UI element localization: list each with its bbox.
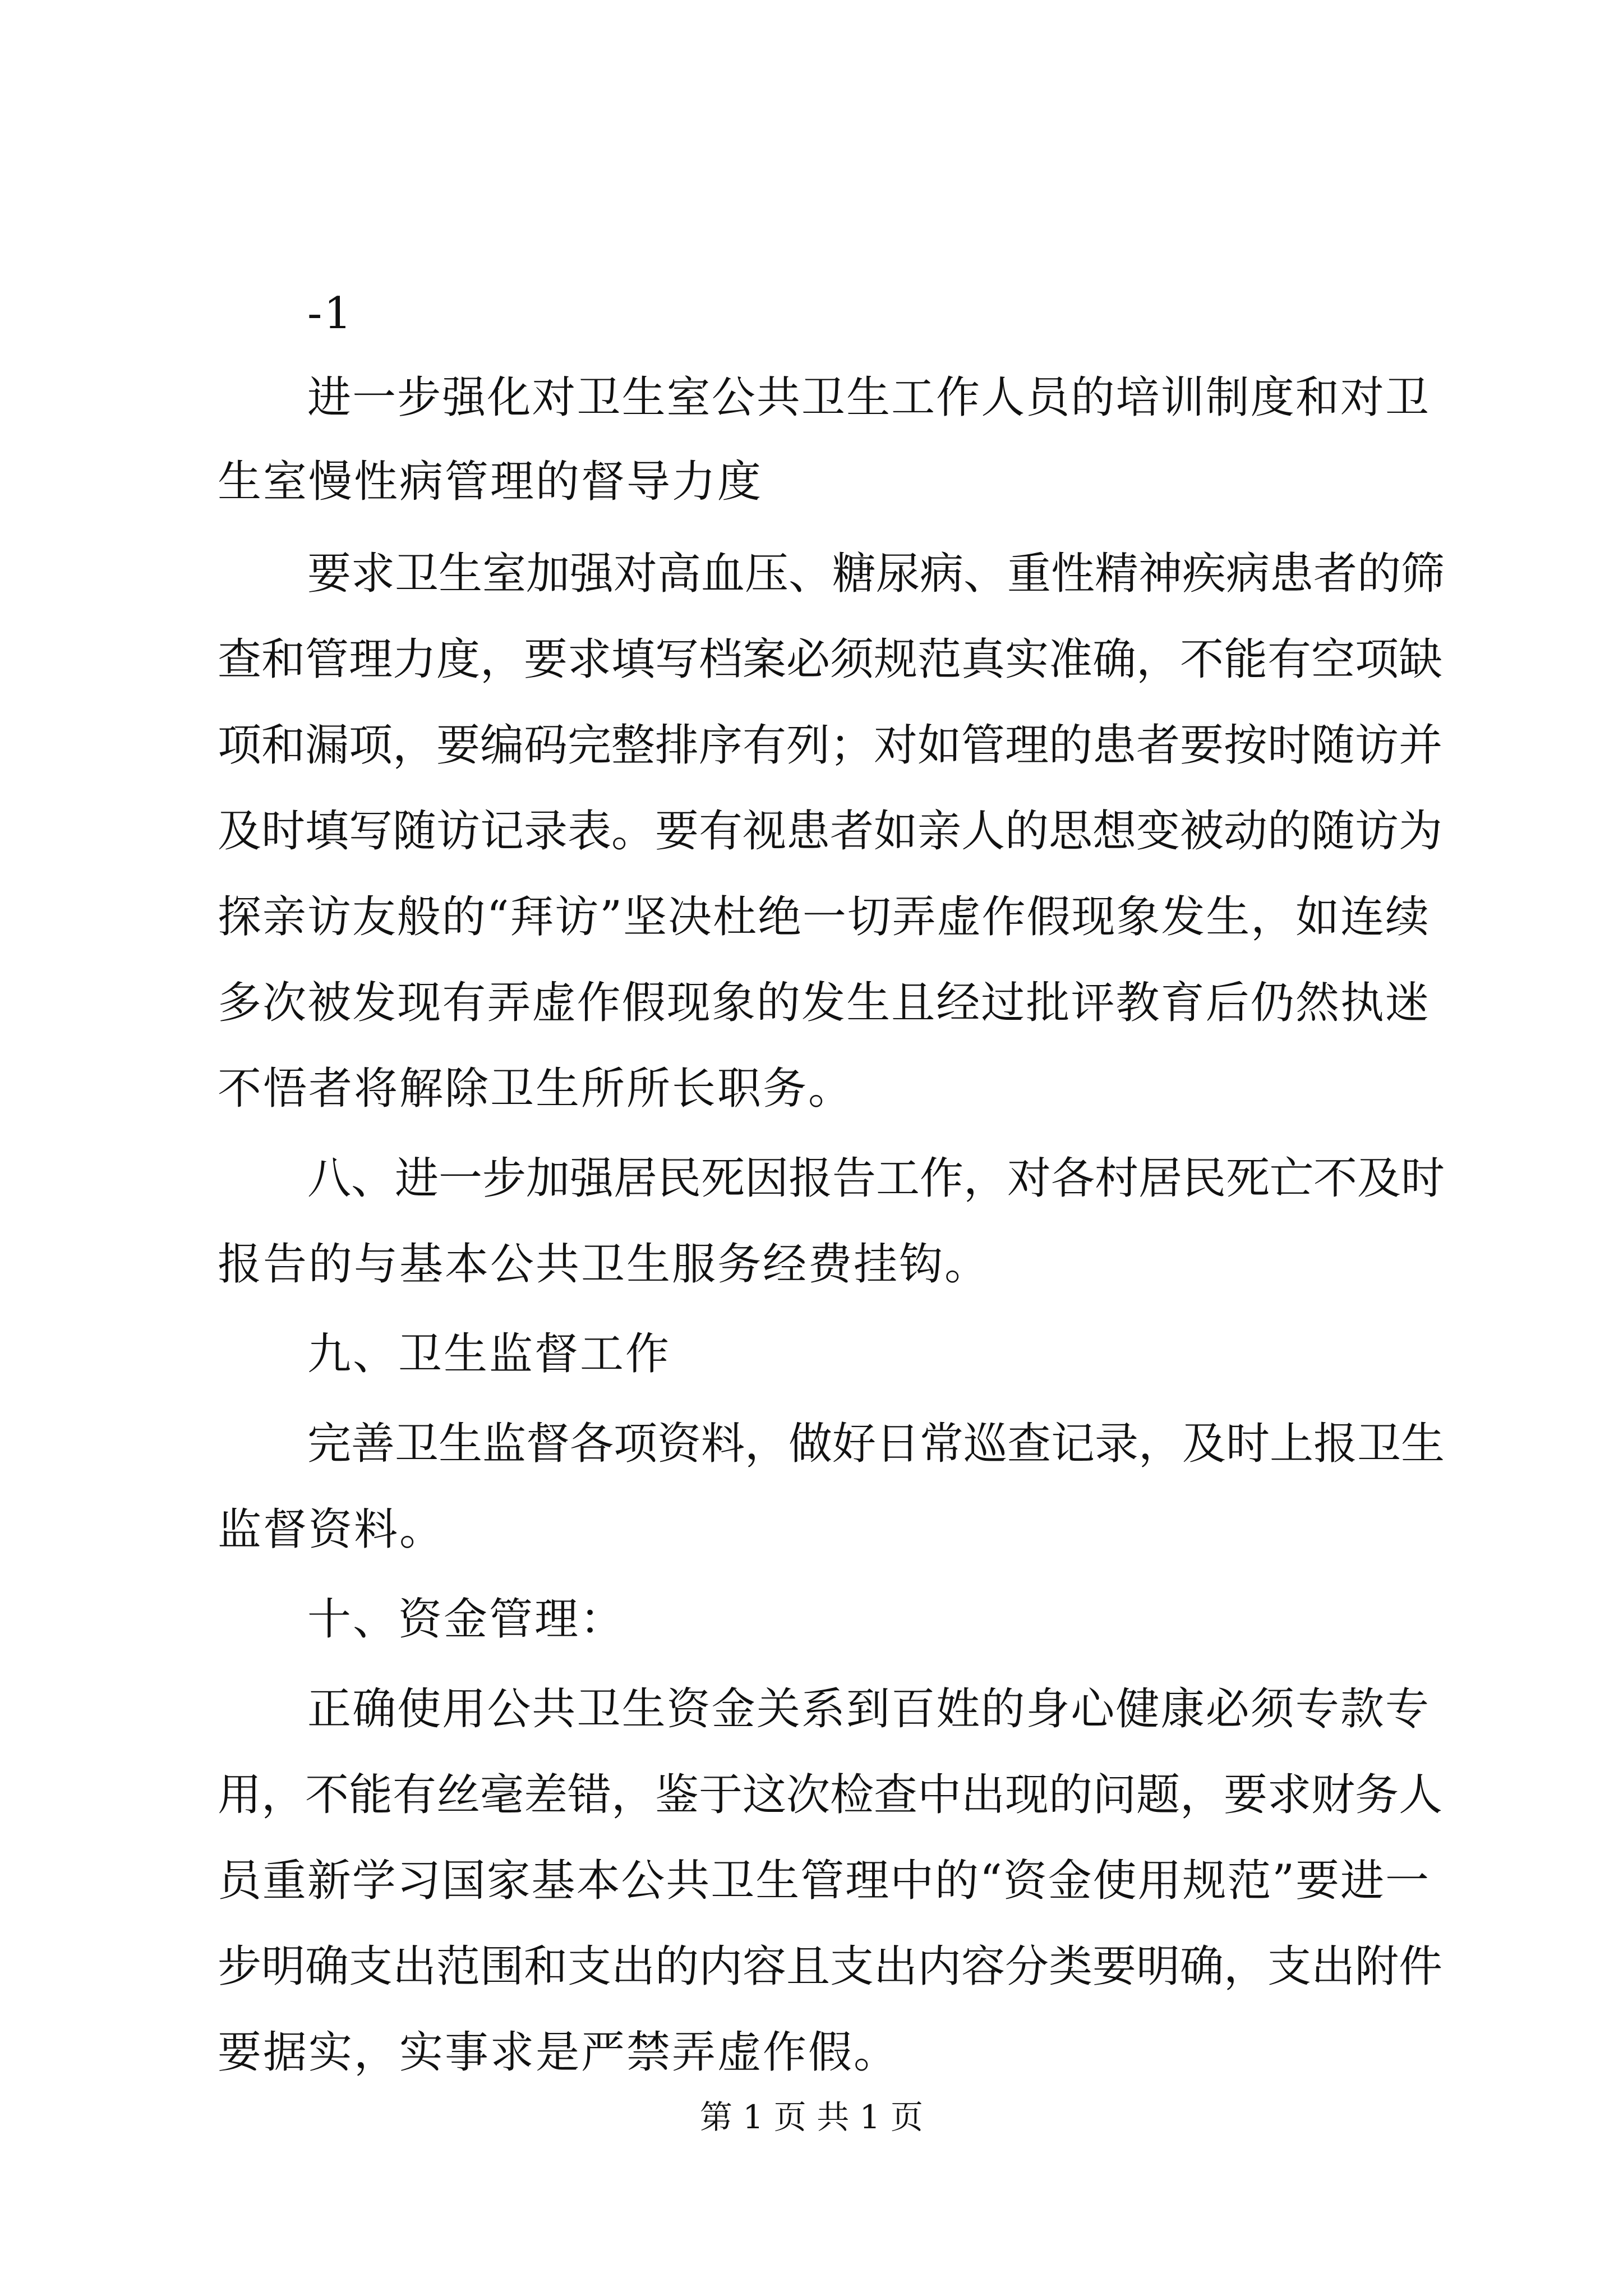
paragraph-line: 步明确支出范围和支出的内容且支出内容分类要明确，支出附件 bbox=[218, 1941, 1443, 1992]
paragraph-line: 及时填写随访记录表。要有视患者如亲人的思想变被动的随访为 bbox=[218, 806, 1443, 857]
paragraph-line: 多次被发现有弄虚作假现象的发生且经过批评教育后仍然执迷 bbox=[218, 978, 1429, 1028]
paragraph-line: 探亲访友般的“拜访”坚决杜绝一切弄虚作假现象发生，如连续 bbox=[218, 892, 1429, 942]
page-marker: -1 bbox=[307, 288, 353, 339]
paragraph-line: 查和管理力度，要求填写档案必须规范真实准确，不能有空项缺 bbox=[218, 634, 1443, 685]
paragraph-line: 项和漏项，要编码完整排序有列；对如管理的患者要按时随访并 bbox=[218, 720, 1443, 771]
paragraph-line: 进一步强化对卫生室公共卫生工作人员的培训制度和对卫 bbox=[307, 372, 1429, 423]
section-heading: 九、卫生监督工作 bbox=[307, 1329, 671, 1379]
page-footer: 第 1 页 共 1 页 bbox=[700, 2098, 923, 2136]
paragraph-line: 用，不能有丝毫差错，鉴于这次检查中出现的问题，要求财务人 bbox=[218, 1770, 1443, 1820]
paragraph-line: 完善卫生监督各项资料，做好日常巡查记录，及时上报卫生 bbox=[307, 1419, 1445, 1469]
paragraph-line: 不悟者将解除卫生所所长职务。 bbox=[218, 1064, 854, 1114]
paragraph-line: 报告的与基本公共卫生服务经费挂钩。 bbox=[218, 1239, 990, 1290]
paragraph-line: 员重新学习国家基本公共卫生管理中的“资金使用规范”要进一 bbox=[218, 1856, 1429, 1906]
paragraph-line: 正确使用公共卫生资金关系到百姓的身心健康必须专款专 bbox=[307, 1684, 1429, 1734]
paragraph-line: 要据实，实事求是严禁弄虚作假。 bbox=[218, 2027, 900, 2078]
paragraph-line: 监督资料。 bbox=[218, 1504, 445, 1555]
section-heading: 十、资金管理： bbox=[307, 1594, 626, 1645]
paragraph-line: 生室慢性病管理的督导力度 bbox=[218, 457, 763, 507]
paragraph-line: 八、进一步加强居民死因报告工作，对各村居民死亡不及时 bbox=[307, 1153, 1445, 1204]
paragraph-line: 要求卫生室加强对高血压、糖尿病、重性精神疾病患者的筛 bbox=[307, 549, 1445, 599]
